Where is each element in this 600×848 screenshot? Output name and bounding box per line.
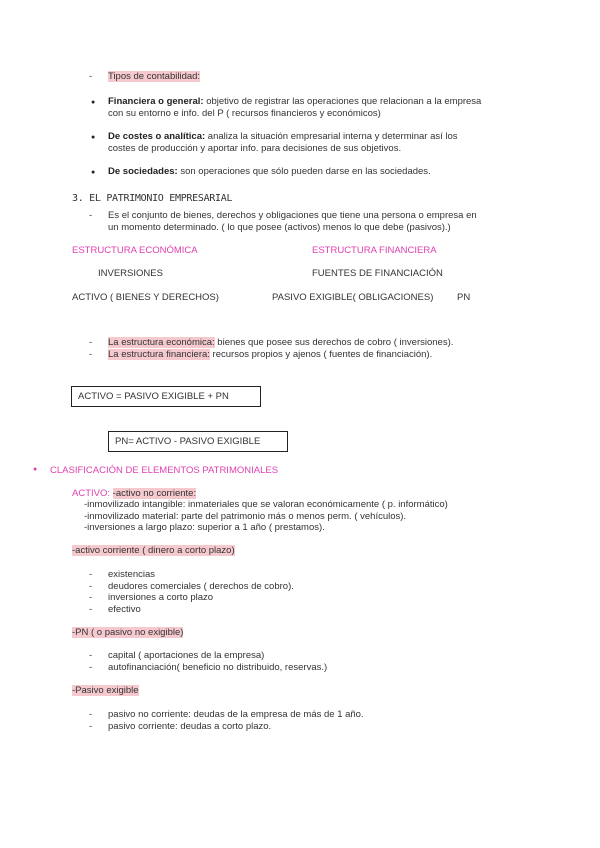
pn-title-line [72,627,183,639]
activo-label: ACTIVO ( BIENES Y DERECHOS) [72,292,219,303]
list-item: -inmovilizado material: parte del patrimonio más o menos perm. ( vehículos). [84,510,407,522]
def-term: La estructura financiera: [108,349,210,360]
list-item: - inversiones a corto plazo [108,592,294,604]
tipo-term: De costes o analítica: [108,131,206,142]
clasificacion-title: ● CLASIFICACIÓN DE ELEMENTOS PATRIMONIALES [50,465,278,476]
inversiones-label: INVERSIONES [98,268,163,279]
estructura-economica-label: ESTRUCTURA ECONÓMICA [72,245,198,256]
list-item: - pasivo corriente: deudas a corto plazo. [108,721,364,733]
fuentes-label: FUENTES DE FINANCIACIÓN [312,268,443,279]
definition-line-1: Es el conjunto de bienes, derechos y obligaciones que tiene una persona o empresa en [108,210,477,221]
tipo-item-sociedades [108,166,431,178]
formula-1: ACTIVO = PASIVO EXIGIBLE + PN [78,391,229,402]
tipo-text: analiza la situación empresarial interna y determinar así los [205,131,458,142]
pasivo-title-line [72,685,139,697]
no-corriente-title: -activo no corriente: [112,488,197,499]
corriente-list [108,569,294,615]
section-definition [108,210,477,233]
list-item: - deudores comerciales ( derechos de cobro). [108,581,294,593]
estructura-financiera-label: ESTRUCTURA FINANCIERA [312,245,437,256]
estructura-def-financiera [108,349,432,361]
pn-title: -PN ( o pasivo no exigible) [72,627,184,638]
def-text: bienes que posee sus derechos de cobro ( inversiones). [214,337,454,348]
tipo-text-2: con su entorno e info. del P ( recursos financieros y económicos) [108,107,381,119]
activo-label-pink: ACTIVO: [72,488,111,499]
formula-box-2 [108,431,288,452]
tipo-text: son operaciones que sólo pueden darse en las sociedades. [177,166,431,177]
no-corriente-list [84,499,448,534]
tipos-title: Tipos de contabilidad: [108,71,201,82]
pn-label: PN [457,292,471,303]
pasivo-title: -Pasivo exigible [72,685,139,696]
pasivo-list [108,709,364,732]
tipos-title-line [108,71,200,83]
activo-no-corriente-line [72,488,196,500]
def-text: recursos propios y ajenos ( fuentes de financiación). [209,349,433,360]
list-item: - autofinanciación( beneficio no distribuido, reservas.) [108,662,327,674]
list-item: - pasivo no corriente: deudas de la empresa de más de 1 año. [108,709,364,721]
list-item: -inmovilizado intangible: inmateriales que se valoran económicamente ( p. informático) [84,499,448,510]
formula-box-1 [71,386,261,407]
formula-2: PN= ACTIVO - PASIVO EXIGIBLE [115,436,261,447]
tipo-item-costes [108,131,458,154]
list-item: -inversiones a largo plazo: superior a 1 año ( prestamos). [84,522,325,533]
tipo-term: De sociedades: [108,166,178,177]
tipo-text: objetivo de registrar las operaciones que relacionan a la empresa [203,96,482,107]
activo-corriente-line [72,545,235,557]
definition-line-2: un momento determinado. ( lo que posee (activos) menos lo que debe (pasivos).) [108,221,451,233]
section-heading: 3. EL PATRIMONIO EMPRESARIAL [72,193,233,204]
estructura-def-economica [108,337,453,349]
list-item: - capital ( aportaciones de la empresa) [108,650,327,662]
tipo-text-2: costes de producción y aportar info. para decisiones de sus objetivos. [108,142,402,154]
corriente-title: -activo corriente ( dinero a corto plazo) [72,545,235,556]
list-item: - existencias [108,569,294,581]
def-term: La estructura económica: [108,337,215,348]
pasivo-label: PASIVO EXIGIBLE( OBLIGACIONES) [272,292,434,303]
tipo-item-financiera [108,96,481,119]
list-item: - efectivo [108,604,294,616]
tipo-term: Financiera o general: [108,96,204,107]
pn-list [108,650,327,673]
